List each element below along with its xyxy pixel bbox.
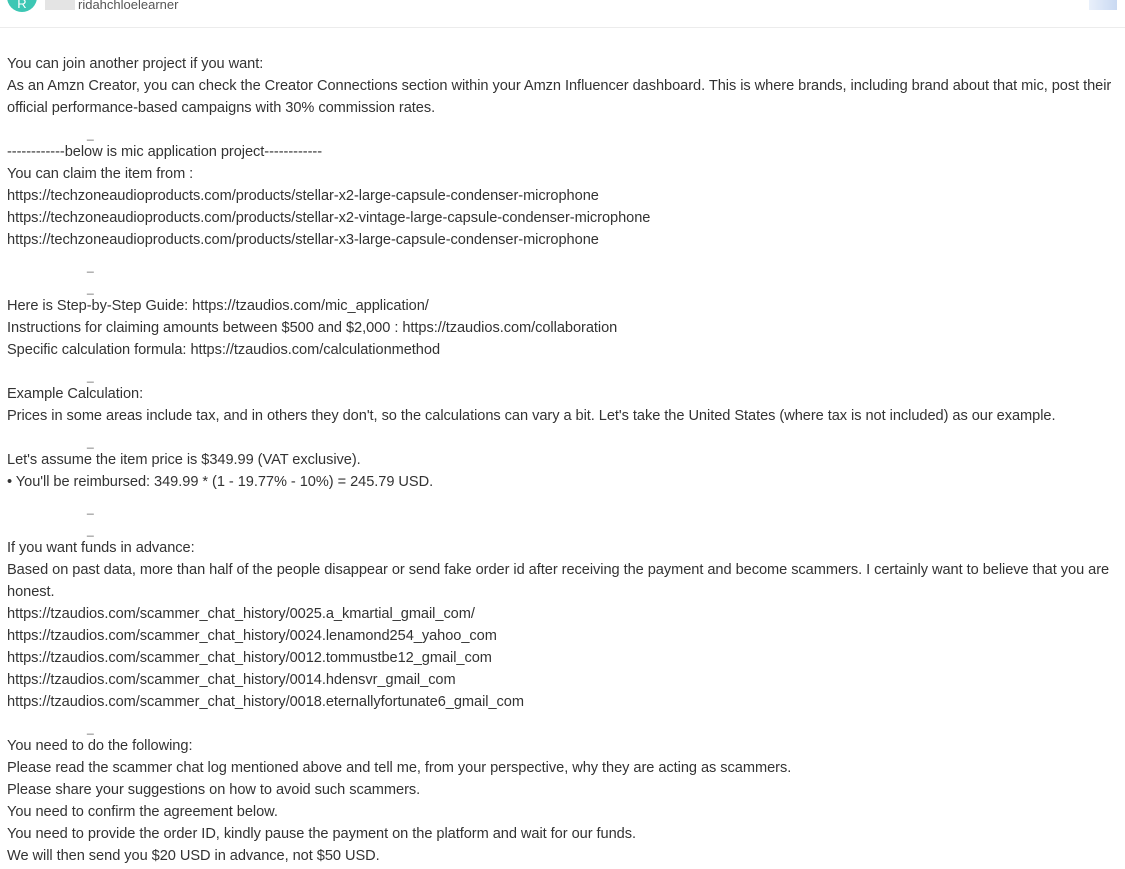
todo-line: Please read the scammer chat log mentioned above and tell me, from your perspective, why they are acting as scammers. xyxy=(7,760,792,776)
blank-line xyxy=(7,251,1117,273)
avatar-letter: R xyxy=(17,0,27,11)
blank-line xyxy=(7,493,1117,515)
product-link[interactable]: https://techzoneaudioproducts.com/products/stellar-x3-large-capsule-condenser-microphone xyxy=(7,232,599,248)
example-text: Prices in some areas include tax, and in others they don't, so the calculations can vary a bit. Let's take the United States (where tax is not included) as our example. xyxy=(7,408,1056,424)
product-link[interactable]: https://techzoneaudioproducts.com/products/stellar-x2-vintage-large-capsule-condenser-microphone xyxy=(7,210,651,226)
tick-mark: _ xyxy=(87,281,94,295)
reimbursed-line: • You'll be reimbursed: 349.99 * (1 - 19.77% - 10%) = 245.79 USD. xyxy=(7,474,434,490)
assume-line: Let's assume the item price is $349.99 (VAT exclusive). xyxy=(7,452,361,468)
tick-mark: _ xyxy=(87,369,94,383)
blank-line xyxy=(7,361,1117,383)
blank-line xyxy=(7,427,1117,449)
email-body xyxy=(7,53,1117,867)
todo-line: You need to do the following: xyxy=(7,738,193,754)
scammer-link[interactable]: https://tzaudios.com/scammer_chat_history/0014.hdensvr_gmail_com xyxy=(7,672,456,688)
scammer-link[interactable]: https://tzaudios.com/scammer_chat_history/0018.eternallyfortunate6_gmail_com xyxy=(7,694,524,710)
example-title: Example Calculation: xyxy=(7,386,144,402)
todo-line: You need to provide the order ID, kindly pause the payment on the platform and wait for our funds. xyxy=(7,826,636,842)
guide-line: Instructions for claiming amounts between $500 and $2,000 : https://tzaudios.com/collaboration xyxy=(7,320,618,336)
guide-line: Here is Step-by-Step Guide: https://tzaudios.com/mic_application/ xyxy=(7,298,429,314)
blank-line xyxy=(7,515,1117,537)
message-header xyxy=(0,0,1125,28)
scammer-link[interactable]: https://tzaudios.com/scammer_chat_history/0025.a_kmartial_gmail_com/ xyxy=(7,606,475,622)
blank-line xyxy=(7,119,1117,141)
tick-mark: _ xyxy=(87,523,94,537)
mic-divider: ------------below is mic application project------------ xyxy=(7,144,322,160)
todo-line: Please share your suggestions on how to avoid such scammers. xyxy=(7,782,421,798)
sender-avatar[interactable] xyxy=(7,0,37,12)
todo-line: We will then send you $20 USD in advance, not $50 USD. xyxy=(7,848,380,864)
tick-mark: _ xyxy=(87,127,94,141)
claim-label: You can claim the item from : xyxy=(7,166,194,182)
blank-line xyxy=(7,713,1117,735)
product-link[interactable]: https://techzoneaudioproducts.com/products/stellar-x2-large-capsule-condenser-microphone xyxy=(7,188,599,204)
advance-text: Based on past data, more than half of the people disappear or send fake order id after receiving the payment and become scammers. I certainly want to believe that you are honest. xyxy=(7,562,1114,600)
guide-line: Specific calculation formula: https://tzaudios.com/calculationmethod xyxy=(7,342,441,358)
advance-title: If you want funds in advance: xyxy=(7,540,195,556)
header-action-icon[interactable] xyxy=(1089,0,1117,10)
tick-mark: _ xyxy=(87,501,94,515)
blank-line xyxy=(7,273,1117,295)
todo-line: You need to confirm the agreement below. xyxy=(7,804,278,820)
intro-line: You can join another project if you want: xyxy=(7,56,264,72)
tick-mark: _ xyxy=(87,259,94,273)
sender-name[interactable]: ridahchloelearner xyxy=(78,0,179,12)
redacted-sender-prefix xyxy=(45,0,75,10)
tick-mark: _ xyxy=(87,721,94,735)
scammer-link[interactable]: https://tzaudios.com/scammer_chat_history/0012.tommustbe12_gmail_com xyxy=(7,650,492,666)
scammer-link[interactable]: https://tzaudios.com/scammer_chat_history/0024.lenamond254_yahoo_com xyxy=(7,628,497,644)
tick-mark: _ xyxy=(87,435,94,449)
intro-paragraph: As an Amzn Creator, you can check the Creator Connections section within your Amzn Influencer dashboard. This is where brands, including brand about that mic, post their official performance-based campaigns with 30% commission rates. xyxy=(7,78,1116,116)
